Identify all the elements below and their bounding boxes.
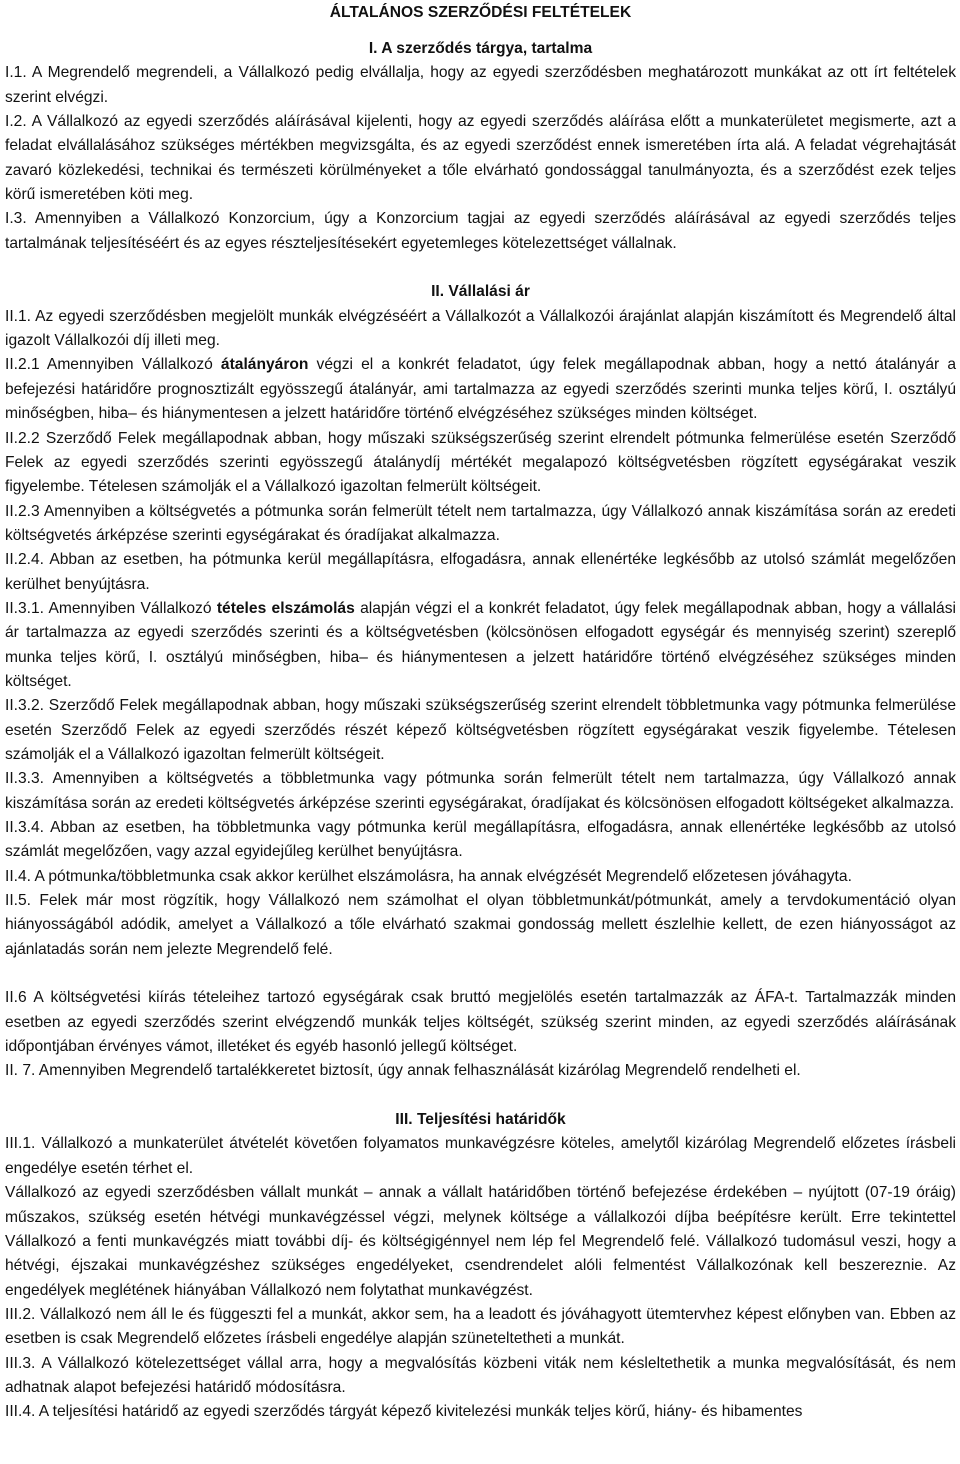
paragraph: III.3. A Vállalkozó kötelezettséget vállal arra, hogy a megvalósítás közbeni viták nem késleltethetik a munka megvalósítását, és nem adhatnak alapot befejezési határidő módosításra.: [5, 1354, 956, 1396]
section-heading: III. Teljesítési határidők: [395, 1111, 566, 1129]
paragraph-emphasis: átalányáron: [220, 356, 309, 374]
paragraph: II.1. Az egyedi szerződésben megjelölt munkák elvégzéséért a Vállalkozót a Vállalkozói árajánlat alapján kiszámított és Megrendelő által igazolt Vállalkozói díj illeti meg.: [5, 307, 956, 350]
paragraph: [5, 597, 956, 694]
paragraph-emphasis: tételes elszámolás: [216, 599, 355, 617]
paragraph-text: alapján végzi el a konkrét feladatot, úgy felek megállapodnak abban, hogy a vállalási ár tartalmazza az egyedi szerződés szerinti és a költségvetésben (kölcsönösen elfogadott egységár és mennyiség szerint) szereplő munka teljes körű, I. osztályú minőségben, hiba– és hiánymentesen a jelzett határidőre történő elvégzéséhez szükséges minden költséget.: [5, 599, 956, 690]
spacer: [5, 962, 956, 986]
paragraph: II.3.2. Szerződő Felek megállapodnak abban, hogy műszaki szükségszerűség szerint elrendelt többletmunka vagy pótmunka felmerülése esetén Szerződő Felek az egyedi szerződés részét képező költségvetésben rögzített egységárakat veszik figyelembe. Tételesen számolják el a Vállalkozó igazoltan felmerült költségeit.: [5, 697, 956, 763]
section-heading: II. Vállalási ár: [431, 283, 530, 301]
paragraph: II.4. A pótmunka/többletmunka csak akkor kerülhet elszámolásra, ha annak elvégzését Megrendelő előzetesen jóváhagyta.: [5, 867, 852, 885]
spacer: [5, 256, 956, 280]
paragraph-text: végzi el a konkrét feladatot, úgy felek megállapodnak abban, hogy a nettó átalányár a befejezési határidőre prognosztizált egyösszegű átalányár, ami tartalmazza az egyedi szerződés szerinti munka teljes körű, I. osztályú minőségben, hiba– és hiánymentesen a jelzett határidőre történő elvégzéséhez szükséges minden költséget.: [5, 356, 956, 423]
section-heading: I. A szerződés tárgya, tartalma: [368, 40, 593, 57]
spacer: [5, 1084, 956, 1108]
paragraph-text: II.3.1. Amennyiben Vállalkozó: [5, 599, 217, 617]
paragraph: II.3.4. Abban az esetben, ha többletmunka vagy pótmunka kerül megállapításra, elfogadásra, annak ellenértéke legkésőbb az utolsó számlát megelőzően, vagy azzal egyidejűleg kerülhet benyújtásra.: [5, 819, 956, 861]
paragraph: I.2. A Vállalkozó az egyedi szerződés aláírásával kijelenti, hogy az egyedi szerződés aláírása előtt a munkaterületet megismerte, azt a feladat elvállalásához szükséges mértékben megvizsgálta, és az egyedi szerződést ennek ismeretében írta alá. A feladat végrehajtását zavaró közlekedési, technikai és természeti körülményeket a tőle elvárható gondossággal tanulmányozta, és a szerződést ezek teljes körű ismeretében köti meg.: [5, 113, 956, 204]
paragraph: II.6 A költségvetési kiírás tételeihez tartozó egységárak csak bruttó megjelölés esetén tartalmazzák az ÁFA-t. Tartalmazzák minden esetben az egyedi szerződés szerint elvégzendő munkák teljes költségét, szükség szerint minden, az egyedi szerződés aláírásának időpontjában érvényes vámot, illetéket és egyéb hasonló jellegű költséget.: [5, 989, 956, 1056]
paragraph: Vállalkozó az egyedi szerződésben vállalt munkát – annak a vállalt határidőben történő befejezése érdekében – nyújtott (07-19 óráig) műszakos, szükség esetén hétvégi munkavégzéssel végzi, melynek költsége a vállalkozói díjba beépítésre került. Erre tekintettel Vállalkozó a fenti munkavégzés miatt további díj- és költségigénnyel nem lép fel Megrendelő felé. Vállalkozó tudomásul veszi, hogy a hétvégi, éjszakai munkavégzéshez szükséges engedélyeket, csendrendelet alóli felmentést Vállalkozónak kell beszereznie. Az engedélyek meglétének hiányában Vállalkozó nem folytathat munkavégzést.: [5, 1184, 956, 1299]
paragraph: [5, 353, 956, 426]
paragraph-text: II.2.1 Amennyiben Vállalkozó: [5, 356, 221, 374]
paragraph: III.4. A teljesítési határidő az egyedi szerződés tárgyát képező kivitelezési munkák teljes körű, hiány- és hibamentes: [5, 1403, 803, 1421]
paragraph: II.2.3 Amennyiben a költségvetés a pótmunka során felmerült tételt nem tartalmazza, úgy Vállalkozó annak kiszámítása során az eredeti költségvetés árképzése szerinti egységárakat és óradíjakat alkalmazza.: [5, 502, 956, 544]
document-title: ÁLTALÁNOS SZERZŐDÉSI FELTÉTELEK: [329, 4, 632, 21]
paragraph: II.5. Felek már most rögzítik, hogy Vállalkozó nem számolhat el olyan többletmunkát/pótmunkát, amely a tervdokumentáció olyan hiányosságából adódik, amelyet a Vállalkozó a tőle elvárható szakmai gondosság mellett észlelhie kellett, de ezen hiányosságot az ajánlatadás során nem jelezte Megrendelő felé.: [5, 892, 956, 958]
paragraph: II. 7. Amennyiben Megrendelő tartalékkeretet biztosít, úgy annak felhasználását kizárólag Megrendelő rendelheti el.: [5, 1062, 801, 1080]
paragraph: II.2.4. Abban az esetben, ha pótmunka kerül megállapításra, elfogadásra, annak ellenértéke legkésőbb az utolsó számlát megelőzően kerülhet benyújtásra.: [5, 551, 956, 593]
paragraph: I.3. Amennyiben a Vállalkozó Konzorcium, úgy a Konzorcium tagjai az egyedi szerződés aláírásával az egyedi szerződés teljes tartalmának teljesítéséért és az egyes részteljesítésekért egyetemleges kötelezettséget vállalnak.: [5, 210, 956, 252]
paragraph: I.1. A Megrendelő megrendeli, a Vállalkozó pedig elvállalja, hogy az egyedi szerződésben meghatározott munkákat az ott írt feltételek szerint elvégzi.: [5, 64, 956, 106]
paragraph: III.1. Vállalkozó a munkaterület átvételét követően folyamatos munkavégzésre köteles, amelytől kizárólag Megrendelő előzetes írásbeli engedélye esetén térhet el.: [5, 1135, 956, 1177]
paragraph: III.2. Vállalkozó nem áll le és függeszti fel a munkát, akkor sem, ha a leadott és jóváhagyott ütemtervhez képest előnyben van. Ebben az esetben is csak Megrendelő előzetes írásbeli engedélye alapján szüneteltetheti a munkát.: [5, 1305, 956, 1348]
paragraph: II.3.3. Amennyiben a költségvetés a többletmunka vagy pótmunka során felmerült tételt nem tartalmazza, úgy Vállalkozó annak kiszámítása során az eredeti költségvetés árképzése szerinti egységárakat, óradíjakat és kölcsönösen elfogadott költségeket alkalmazza.: [5, 770, 956, 812]
paragraph: II.2.2 Szerződő Felek megállapodnak abban, hogy műszaki szükségszerűség szerint elrendelt pótmunka felmerülése esetén Szerződő Felek az egyedi szerződés szerinti egyösszegű átalánydíj mértékét megalapozó költségvetésben rögzített egységárakat veszik figyelembe. Tételesen számolják el a Vállalkozó igazoltan felmerült költségeit.: [5, 429, 956, 496]
